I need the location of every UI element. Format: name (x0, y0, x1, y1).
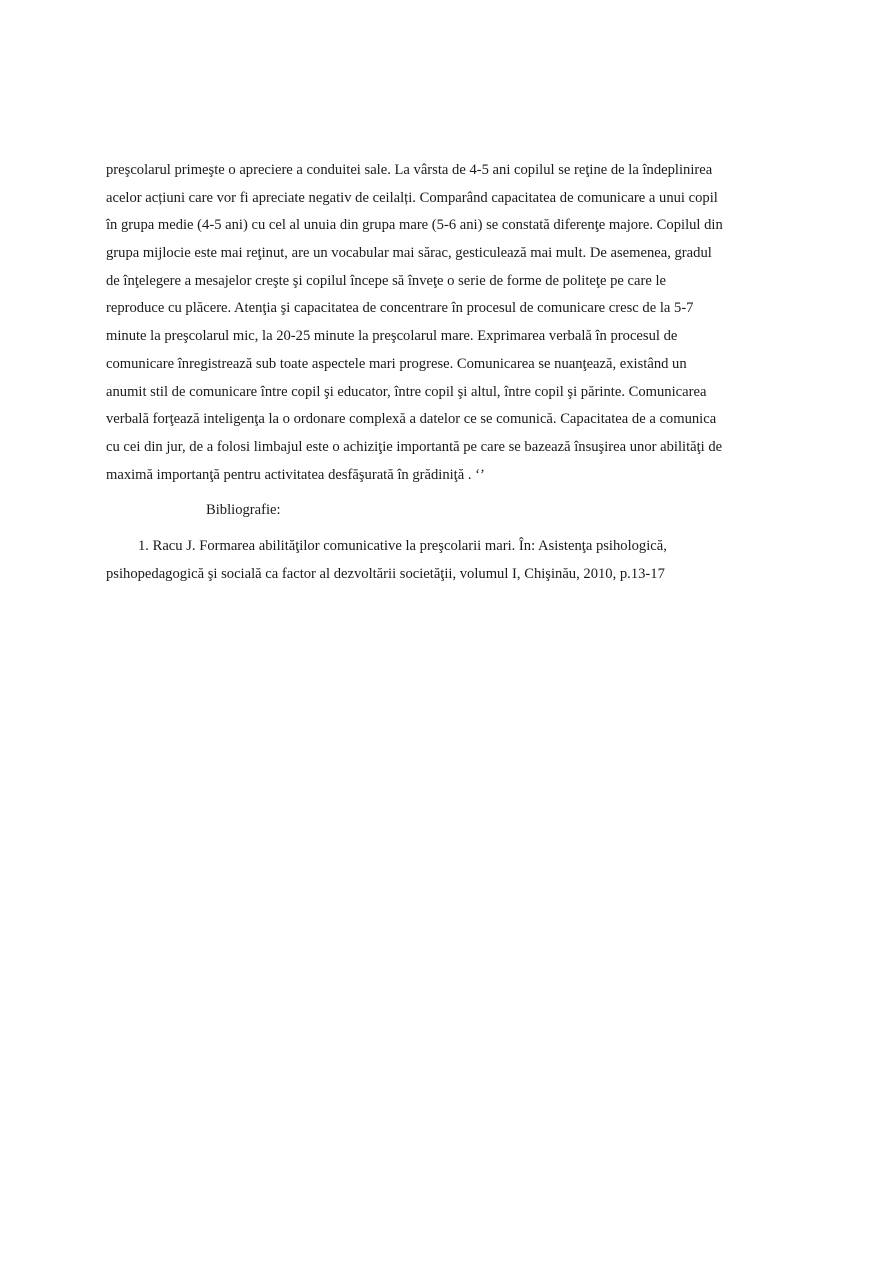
paragraph-line: verbală forţează inteligenţa la o ordonare complexă a datelor ce se comunică. Capacitatea de a comunica (106, 411, 717, 428)
paragraph-line: acelor acțiuni care vor fi apreciate negativ de ceilalți. Comparând capacitatea de comunicare a unui copil (106, 189, 718, 206)
main-paragraph (106, 157, 796, 489)
paragraph-line: grupa mijlocie este mai reţinut, are un vocabular mai sărac, gesticulează mai mult. De asemenea, gradul (106, 245, 712, 262)
paragraph-line: maximă importanţă pentru activitatea desfăşurată în grădiniţă . ‘’ (106, 466, 485, 483)
bibliography-entry (106, 533, 796, 588)
bibliography-heading: Bibliografie: (206, 502, 281, 518)
paragraph-line: comunicare înregistrează sub toate aspectele mari progrese. Comunicarea se nuanţează, existând un (106, 355, 687, 372)
paragraph-line: preşcolarul primeşte o apreciere a conduitei sale. La vârsta de 4-5 ani copilul se reţine de la îndeplinirea (106, 162, 713, 178)
paragraph-line: în grupa medie (4-5 ani) cu cel al unuia din grupa mare (5-6 ani) se constată diferenţe majore. Copilul din (106, 217, 723, 234)
paragraph-line: cu cei din jur, de a folosi limbajul este o achiziţie importantă pe care se bazează însuşirea unor abilităţi de (106, 438, 723, 455)
paragraph-line: reproduce cu plăcere. Atenţia şi capacitatea de concentrare în procesul de comunicare cresc de la 5-7 (106, 300, 694, 317)
bibliography-list (106, 533, 796, 588)
paragraph-line: minute la preşcolarul mic, la 20-25 minute la preşcolarul mare. Exprimarea verbală în procesul de (106, 328, 678, 345)
bibliography-entry-line: 1. Racu J. Formarea abilităţilor comunicative la preşcolarii mari. În: Asistenţa psihologică, (138, 538, 667, 554)
paragraph-line: anumit stil de comunicare între copil şi educator, între copil şi altul, între copil şi părinte. Comunicarea (106, 383, 707, 400)
bibliography-entry-line: psihopedagogică şi socială ca factor al dezvoltării societăţii, volumul I, Chişinău, 2010, p.13-17 (106, 565, 665, 582)
paragraph-line: de înţelegere a mesajelor creşte şi copilul începe să înveţe o serie de forme de politeţe pe care le (106, 272, 666, 289)
